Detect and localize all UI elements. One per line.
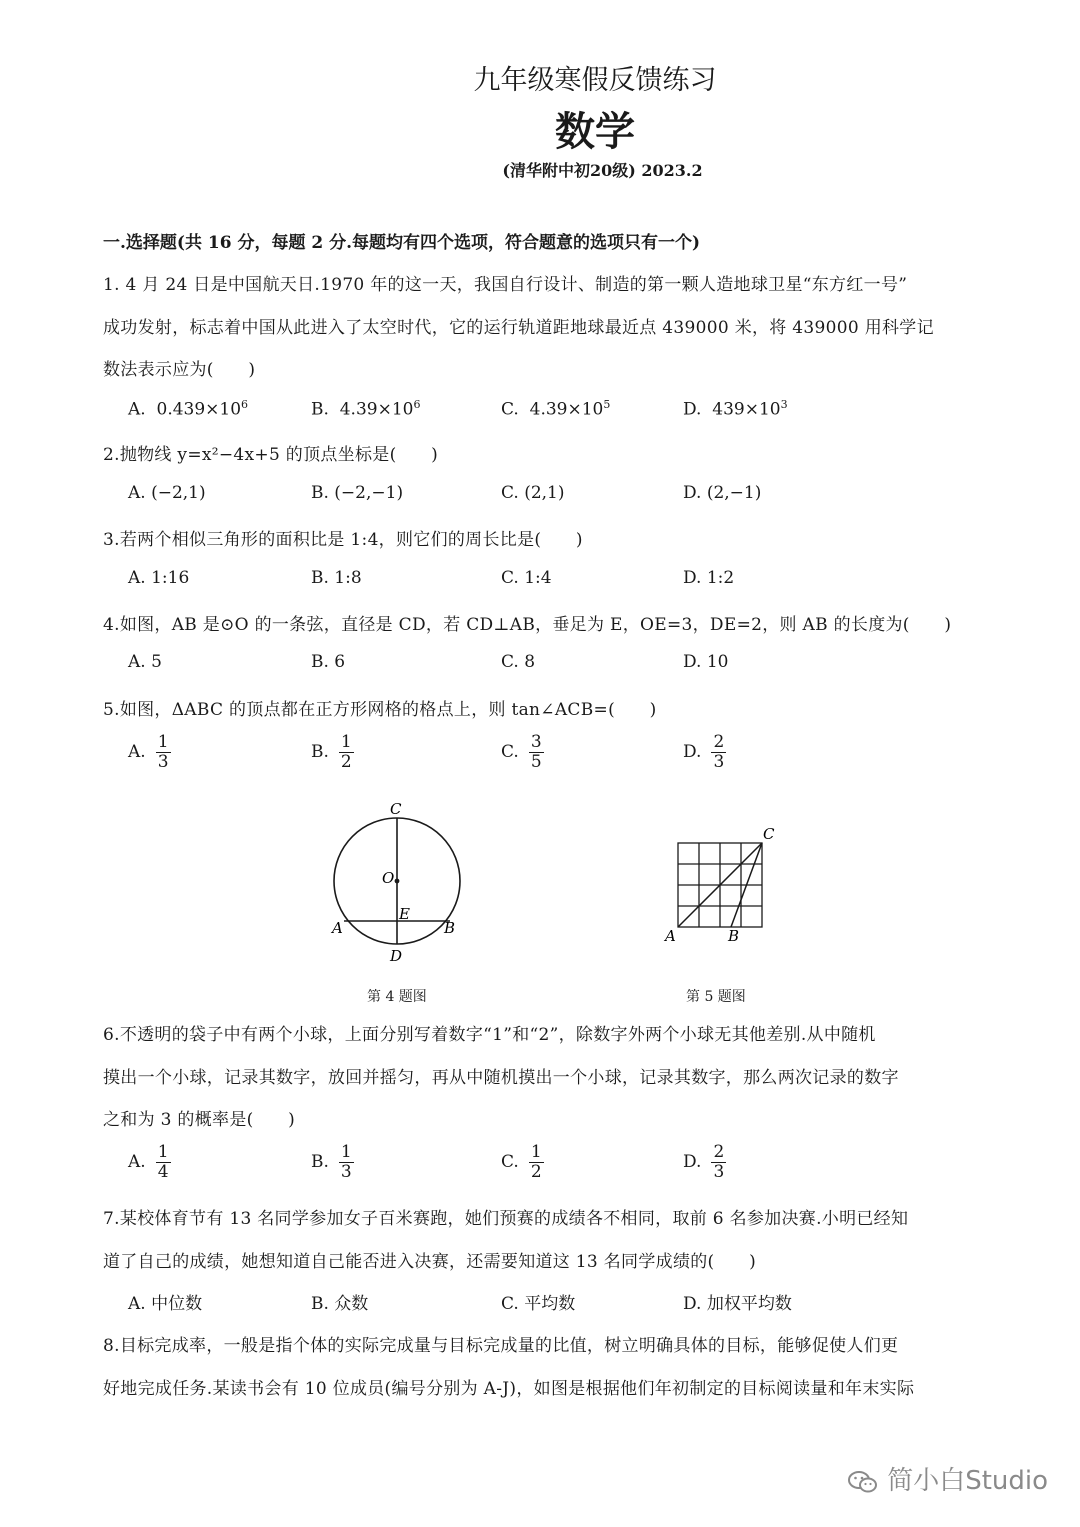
q8-line-1: 8.目标完成率，一般是指个体的实际完成量与目标完成量的比值，树立明确具体的目标，能够促使人们更 — [103, 1336, 899, 1356]
watermark — [847, 1460, 1048, 1497]
q2-option-a: A. (−2,1) — [128, 483, 206, 503]
figure-5-caption: 第 5 题图 — [686, 989, 746, 1005]
q1-option-a: A. $0.439\times 10^6$ — [128, 398, 249, 420]
watermark-text: 简小白Studio — [887, 1466, 1048, 1496]
label-o: O — [382, 869, 395, 887]
exam-subtitle: (清华附中初20级) 2023.2 — [502, 161, 703, 180]
q3-option-d: D. 1:2 — [683, 568, 735, 588]
q4-option-b: B. 6 — [311, 652, 346, 672]
q5-text: 5.如图，ΔABC 的顶点都在正方形网格的格点上，则 tan∠ACB=( ) — [103, 700, 657, 720]
q7-line-1: 7.某校体育节有 13 名同学参加女子百米赛跑，她们预赛的成绩各不相同，取前 6 名参加决赛.小明已经知 — [103, 1209, 909, 1229]
figure-4-circle-diagram — [320, 795, 480, 970]
q6-line-2: 摸出一个小球，记录其数字，放回并摇匀，再从中随机摸出一个小球，记录其数字，那么两次记录的数字 — [103, 1068, 899, 1088]
q6-option-b: B. $\frac{1}{3}$ — [311, 1142, 352, 1182]
figure-4-caption: 第 4 题图 — [367, 989, 427, 1005]
q3-option-c: C. 1:4 — [501, 568, 552, 588]
q7-option-c: C. 平均数 — [501, 1294, 576, 1314]
q6-option-a: A. $\frac{1}{4}$ — [128, 1142, 169, 1182]
q4-option-a: A. 5 — [128, 652, 162, 672]
section-heading: 一.选择题(共 16 分，每题 2 分.每题均有四个选项，符合题意的选项只有一个) — [103, 233, 701, 253]
q1-line-3: 数法表示应为( ) — [103, 360, 256, 380]
q7-option-d: D. 加权平均数 — [683, 1294, 792, 1314]
label-e: E — [399, 905, 410, 923]
label-c: C — [390, 800, 402, 818]
q1-option-b: B. $4.39\times 10^6$ — [311, 398, 421, 420]
q4-option-c: C. 8 — [501, 652, 536, 672]
q8-line-2: 好地完成任务.某读书会有 10 位成员(编号分别为 A-J)，如图是根据他们年初制定的目标阅读量和年末实际 — [103, 1379, 915, 1399]
q5-option-c: C. $\frac{3}{5}$ — [501, 732, 542, 772]
q2-option-b: B. (−2,−1) — [311, 483, 404, 503]
q3-option-a: A. 1:16 — [128, 568, 190, 588]
q6-line-1: 6.不透明的袋子中有两个小球，上面分别写着数字“1”和“2”，除数字外两个小球无其他差别.从中随机 — [103, 1025, 876, 1045]
q1-option-c: C. $4.39\times 10^5$ — [501, 398, 611, 420]
q7-option-b: B. 众数 — [311, 1294, 369, 1314]
q4-text: 4.如图，AB 是⊙O 的一条弦，直径是 CD，若 CD⊥AB，垂足为 E，OE=3，DE=2，则 AB 的长度为( ) — [103, 615, 952, 635]
center-point-o — [395, 879, 400, 884]
q1-option-d: D. $439\times 10^3$ — [683, 398, 788, 420]
q3-text: 3.若两个相似三角形的面积比是 1:4，则它们的周长比是( ) — [103, 530, 583, 550]
q5-option-b: B. $\frac{1}{2}$ — [311, 732, 352, 772]
q6-line-3: 之和为 3 的概率是( ) — [103, 1110, 296, 1130]
label-a: A — [665, 927, 676, 945]
label-d: D — [390, 947, 403, 965]
wechat-icon — [847, 1469, 879, 1495]
q7-line-2: 道了自己的成绩，她想知道自己能否进入决赛，还需要知道这 13 名同学成绩的( ) — [103, 1252, 757, 1272]
q2-text: 2.抛物线 y=x²−4x+5 的顶点坐标是( ) — [103, 445, 439, 465]
q2-option-d: D. (2,−1) — [683, 483, 762, 503]
q5-option-d: D. $\frac{2}{3}$ — [683, 732, 725, 772]
q7-option-a: A. 中位数 — [128, 1294, 203, 1314]
q3-option-b: B. 1:8 — [311, 568, 362, 588]
subject-title: 数学 — [555, 109, 635, 155]
q1-line-2: 成功发射，标志着中国从此进入了太空时代，它的运行轨道距地球最近点 439000 米，将 439000 用科学记 — [103, 318, 934, 338]
page-title: 九年级寒假反馈练习 — [473, 65, 717, 96]
q5-option-a: A. $\frac{1}{3}$ — [128, 732, 169, 772]
q6-option-d: D. $\frac{2}{3}$ — [683, 1142, 725, 1182]
q6-option-c: C. $\frac{1}{2}$ — [501, 1142, 542, 1182]
q1-line-1: 1. 4 月 24 日是中国航天日.1970 年的这一天，我国自行设计、制造的第一颗人造地球卫星“东方红一号” — [103, 275, 908, 295]
q2-option-c: C. (2,1) — [501, 483, 565, 503]
label-a: A — [332, 919, 343, 937]
label-b: B — [728, 927, 740, 945]
q4-option-d: D. 10 — [683, 652, 729, 672]
label-b: B — [444, 919, 456, 937]
label-c: C — [763, 825, 775, 843]
figure-5-grid-diagram — [660, 822, 780, 947]
